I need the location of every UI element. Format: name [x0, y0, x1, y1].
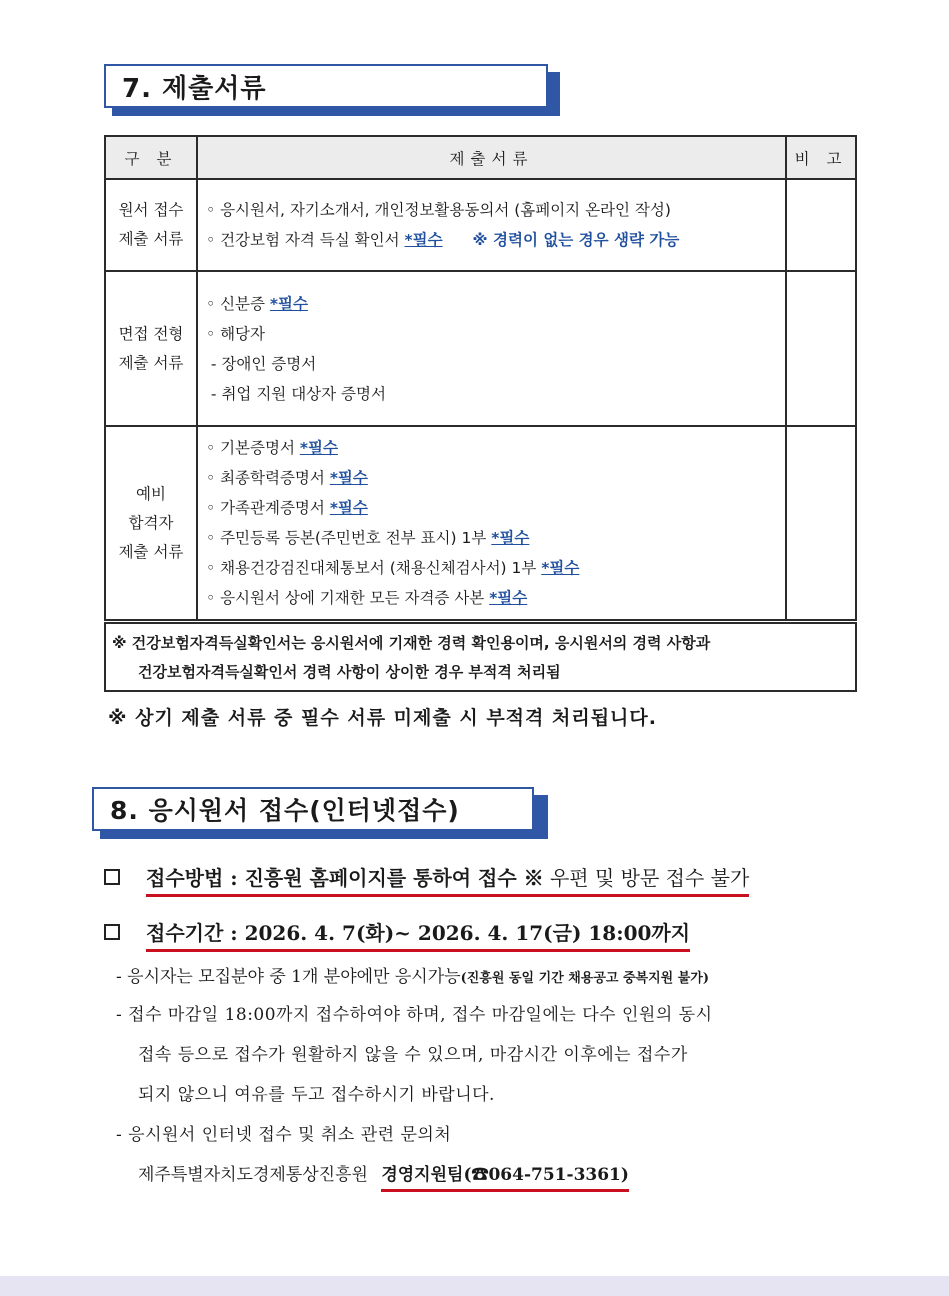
row-items [197, 179, 786, 271]
table-row [105, 271, 856, 426]
table-row [105, 426, 856, 620]
category-line: 원서 접수 [118, 201, 184, 219]
period-text: : 2026. 4. 7(화)~ 2026. 4. 17(금) 18:00까지 [223, 921, 691, 945]
checkbox-icon [104, 924, 120, 940]
item-text: ◦ 응시원서, 자기소개서, 개인정보활용동의서 (홈페이지 온라인 작성) [206, 201, 671, 219]
row-note [786, 271, 856, 426]
list-item [206, 433, 777, 463]
list-item [206, 463, 777, 493]
bullet-note: (진흥원 동일 기간 채용공고 중복지원 불가) [460, 971, 710, 986]
required-mark: *필수 [404, 231, 443, 249]
required-mark: *필수 [269, 294, 308, 313]
item-text: ◦ 건강보험 자격 득실 확인서 [206, 231, 405, 249]
section8-title: 8. 응시원서 접수(인터넷접수) [92, 787, 534, 831]
category-line: 합격자 [128, 513, 174, 532]
bullet-2-cont: 되지 않으니 여유를 두고 접수하시기 바랍니다. [138, 1085, 495, 1105]
row-note [786, 426, 856, 620]
list-item [206, 349, 777, 379]
item-text: ◦ 가족관계증명서 [206, 499, 330, 517]
category-line: 예비 [136, 484, 166, 503]
list-item [206, 195, 777, 225]
category-line: 면접 전형 [118, 324, 184, 343]
item-text: ◦ 주민등록 등본(주민번호 전부 표시) 1부 [206, 529, 492, 547]
item-text: ◦ 신분증 [206, 294, 270, 313]
period-line [146, 917, 690, 946]
bullet-text: - 응시자는 모집분야 중 1개 분야에만 응시가능 [116, 967, 461, 987]
header-note: 비 고 [786, 136, 856, 179]
table-row [105, 179, 856, 271]
list-item [206, 319, 777, 349]
method-underlined [146, 866, 749, 897]
checkbox-icon [104, 869, 120, 885]
required-mark: *필수 [489, 589, 528, 607]
documents-table [104, 135, 857, 621]
required-notice: ※ 상기 제출 서류 중 필수 서류 미제출 시 부적격 처리됩니다. [108, 707, 657, 729]
period-underlined [146, 921, 690, 952]
warning-line: ※ 건강보험자격득실확인서는 응시원서에 기재한 경력 확인용이며, 응시원서의 경력 사항과 [112, 634, 711, 652]
header-category: 구 분 [105, 136, 197, 179]
required-mark: *필수 [329, 499, 368, 517]
bullet-2-cont: 접속 등으로 접수가 원활하지 않을 수 있으며, 마감시간 이후에는 접수가 [138, 1045, 688, 1065]
row-category [105, 426, 197, 620]
item-text: ◦ 최종학력증명서 [206, 469, 330, 487]
list-item [206, 583, 777, 613]
row-category [105, 179, 197, 271]
bullet-1 [116, 962, 709, 987]
required-mark: *필수 [491, 529, 530, 547]
item-text: ◦ 해당자 [206, 324, 265, 343]
row-category [105, 271, 197, 426]
list-item [206, 289, 777, 319]
warning-line: 건강보험자격득실확인서 경력 사항이 상이한 경우 부적격 처리됨 [138, 663, 561, 681]
item-text: - 장애인 증명서 [206, 354, 317, 373]
method-label: 접수방법 [146, 866, 224, 890]
item-text: ◦ 기본증명서 [206, 439, 300, 457]
category-line: 제출 서류 [118, 542, 184, 561]
contact-org: 제주특별자치도경제통상진흥원 [138, 1165, 368, 1185]
bullet-3: - 응시원서 인터넷 접수 및 취소 관련 문의처 [116, 1125, 452, 1145]
list-item [206, 225, 777, 255]
list-item [206, 379, 777, 409]
category-line: 제출 서류 [118, 353, 184, 372]
method-line [146, 862, 749, 891]
item-text: ◦ 채용건강검진대체통보서 (채용신체검사서) 1부 [206, 559, 542, 577]
category-line: 제출 서류 [118, 230, 184, 248]
header-documents: 제출서류 [197, 136, 786, 179]
section7-title: 7. 제출서류 [104, 64, 548, 108]
table-header-row [105, 136, 856, 179]
row-note [786, 179, 856, 271]
row-items [197, 271, 786, 426]
method-text: : 진흥원 홈페이지를 통하여 접수 ※ [223, 866, 544, 890]
period-label: 접수기간 [146, 921, 224, 945]
required-mark: *필수 [329, 469, 368, 487]
item-hint: ※ 경력이 없는 경우 생략 가능 [472, 231, 680, 249]
row-items [197, 426, 786, 620]
contact-info: 경영지원팀(☎064-751-3361) [381, 1165, 629, 1192]
contact-line [138, 1160, 629, 1185]
item-text: ◦ 응시원서 상에 기재한 모든 자격증 사본 [206, 589, 490, 607]
list-item [206, 553, 777, 583]
required-mark: *필수 [299, 439, 338, 457]
required-mark: *필수 [541, 559, 580, 577]
bullet-2: - 접수 마감일 18:00까지 접수하여야 하며, 접수 마감일에는 다수 인원의 동시 [116, 1005, 713, 1025]
page-bottom-band [0, 1276, 949, 1296]
warning-box [104, 622, 857, 692]
method-extra: 우편 및 방문 접수 불가 [543, 866, 750, 890]
list-item [206, 523, 777, 553]
list-item [206, 493, 777, 523]
item-text: - 취업 지원 대상자 증명서 [206, 384, 386, 403]
